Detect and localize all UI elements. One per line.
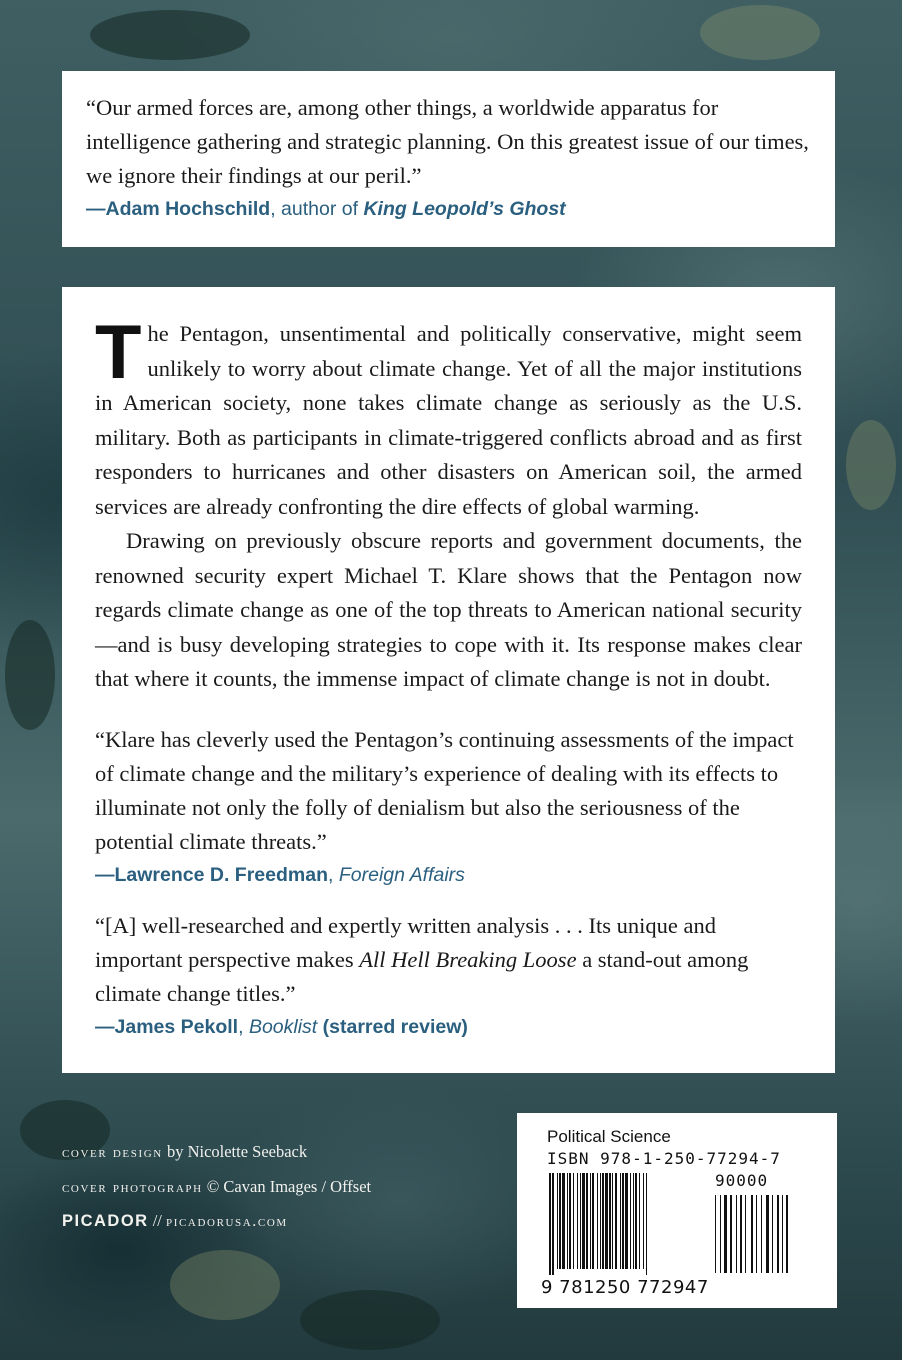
forest-canopy <box>300 1290 440 1350</box>
barcode-bar <box>577 1173 578 1269</box>
barcode-bar <box>567 1173 568 1269</box>
barcode-bar <box>557 1173 558 1269</box>
top-quote-attribution <box>86 195 811 223</box>
barcode-bar <box>615 1173 617 1269</box>
barcode-category: Political Science <box>547 1127 671 1146</box>
barcode-bar <box>597 1173 598 1269</box>
description-paragraph-1-text: he Pentagon, unsentimental and politically conservative, might seem unlikely to worry about climate change. Yet of all the major institutions in American society, none takes climate change as seriously as the U.S. military. Both as participants in climate-triggered conflicts abroad and as first responders to hurricanes and other disasters on American soil, the armed services are already confronting the dire effects of global warming. <box>95 321 802 519</box>
review-author: —James Pekoll <box>95 1015 239 1038</box>
publisher-slashes: // <box>148 1211 167 1230</box>
barcode-bar <box>580 1173 581 1269</box>
barcode-addon-bar <box>766 1195 769 1273</box>
barcode-addon-bar <box>772 1195 773 1273</box>
publisher-website: picadorusa.com <box>166 1213 288 1230</box>
barcode-addon-bar <box>777 1195 779 1273</box>
credit-value: © Cavan Images / Offset <box>202 1177 372 1196</box>
review-text-after: a stand-out among climate change titles.” <box>95 946 749 1006</box>
barcode-bar <box>612 1173 613 1269</box>
review-note: (starred review) <box>317 1015 468 1038</box>
barcode-bar <box>646 1173 647 1275</box>
barcode-addon-bar <box>720 1195 721 1273</box>
barcode-digits: 9 781250 772947 <box>541 1277 709 1298</box>
review-text-before: “[A] well-researched and expertly written analysis . . . Its unique and important perspective makes <box>95 912 717 972</box>
review-text: “Klare has cleverly used the Pentagon’s continuing assessments of the impact of climate change and the military’s experience of dealing with its effects to illuminate not only the folly of denialism but also the seriousness of the potential climate threats.” <box>95 726 794 854</box>
barcode-bar <box>562 1173 565 1269</box>
barcode-bar <box>559 1173 561 1269</box>
credit-cover-photo <box>62 1177 371 1197</box>
review-source: Foreign Affairs <box>338 863 465 886</box>
top-quote-role: , author of <box>270 198 364 220</box>
review-source: Booklist <box>248 1015 318 1038</box>
barcode-addon-bar <box>715 1195 716 1273</box>
barcode-price-code: 90000 <box>715 1171 769 1190</box>
barcode-bar <box>569 1173 571 1269</box>
barcode-bar <box>549 1173 551 1275</box>
barcode-bar <box>643 1173 644 1269</box>
top-quote-author: —Adam Hochschild <box>86 198 271 220</box>
top-quote-text: “Our armed forces are, among other things, a worldwide apparatus for intelligence gathering and strategic planning. On this greatest issue of our times, we ignore their findings at our peril.” <box>86 95 809 188</box>
forest-canopy <box>170 1250 280 1320</box>
barcode-bar <box>620 1173 621 1269</box>
barcode-bar <box>573 1173 574 1269</box>
barcode-isbn: ISBN 978-1-250-77294-7 <box>547 1149 781 1168</box>
barcode-bar <box>625 1173 628 1269</box>
top-quote-work: King Leopold’s Ghost <box>363 198 566 220</box>
review-author: —Lawrence D. Freedman <box>95 863 328 886</box>
barcode-bar <box>552 1173 554 1275</box>
barcode-addon-bar <box>724 1195 727 1273</box>
review-pekoll <box>95 909 802 1041</box>
barcode-bar <box>609 1173 611 1269</box>
description-paragraph-1 <box>95 310 802 524</box>
credit-cover-design <box>62 1142 307 1162</box>
review-freedman <box>95 723 802 889</box>
barcode-addon-bar <box>786 1195 788 1273</box>
publisher-line <box>62 1211 288 1231</box>
credit-label: cover design <box>62 1144 163 1161</box>
barcode-bar <box>582 1173 585 1269</box>
barcode-box <box>517 1113 837 1308</box>
drop-cap: T <box>95 310 142 395</box>
barcode-addon-bar <box>730 1195 732 1273</box>
barcode-bar <box>605 1173 608 1269</box>
barcode-bar <box>586 1173 588 1269</box>
barcode-addon-bar <box>740 1195 742 1273</box>
review-attribution <box>95 1013 802 1041</box>
barcode-addon-bar <box>751 1195 753 1273</box>
top-quote-panel <box>62 71 835 247</box>
description-panel <box>62 287 835 1073</box>
barcode-addon-bar <box>761 1195 762 1273</box>
credit-label: cover photograph <box>62 1179 203 1196</box>
barcode-bar <box>639 1173 640 1269</box>
forest-canopy <box>5 620 55 730</box>
barcode-bar <box>630 1173 631 1269</box>
credit-value: by Nicolette Seeback <box>162 1142 308 1161</box>
barcode-addon-bar <box>782 1195 783 1273</box>
review-text <box>95 909 802 1011</box>
review-attribution <box>95 861 802 889</box>
barcode-bar <box>633 1173 634 1269</box>
publisher-logo: PICADOR <box>62 1212 149 1230</box>
description-paragraph-2: Drawing on previously obscure reports and government documents, the renowned security expert Michael T. Klare shows that the Pentagon now regards climate change as one of the top threats to American national security—and is busy developing strategies to cope with it. Its response makes clear that where it counts, the immense impact of climate change is not in doubt. <box>95 528 802 691</box>
book-title: All Hell Breaking Loose <box>359 946 577 972</box>
barcode-bar <box>592 1173 594 1269</box>
forest-canopy <box>846 420 896 510</box>
barcode-bar <box>602 1173 604 1269</box>
barcode-addon-bar <box>745 1195 746 1273</box>
forest-canopy <box>700 5 820 60</box>
barcode-bar <box>635 1173 637 1269</box>
barcode-bar <box>600 1173 601 1269</box>
barcode-bar <box>590 1173 591 1269</box>
forest-canopy <box>90 10 250 60</box>
barcode-bar <box>622 1173 624 1269</box>
review-sep: , <box>328 863 339 886</box>
barcode-addon-bar <box>756 1195 757 1273</box>
review-sep: , <box>238 1015 249 1038</box>
barcode-addon-bar <box>736 1195 737 1273</box>
